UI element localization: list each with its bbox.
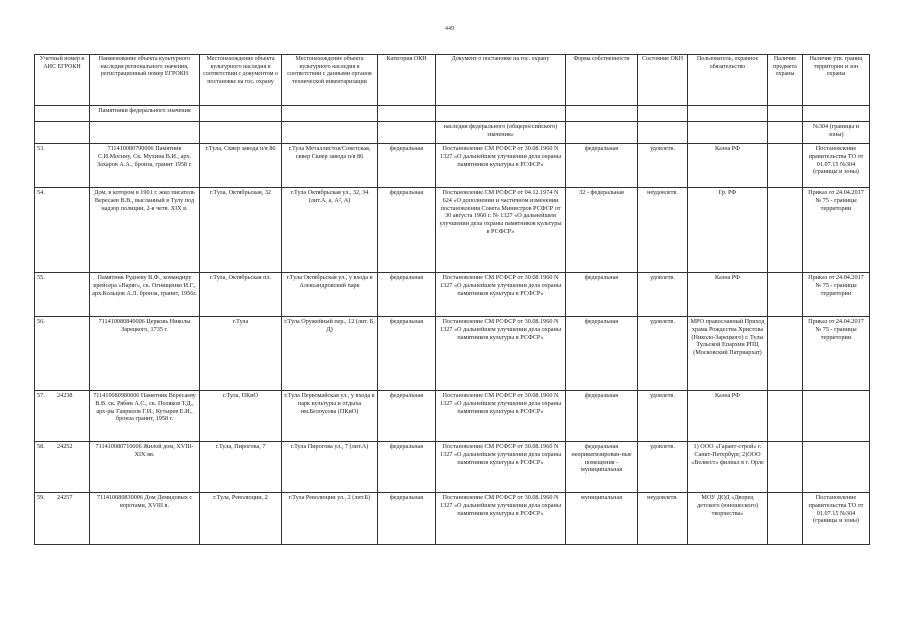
- category: федеральная: [378, 317, 436, 391]
- location-tech: г.Тула Революции ул., 2 (лит.Б): [282, 493, 378, 545]
- row-number: 55.: [37, 274, 45, 281]
- user: МОУ ДОД «Дворец детского (юношеского) творчества»: [688, 493, 768, 545]
- row-number-cell: [35, 442, 90, 493]
- category: федеральная: [378, 442, 436, 493]
- table-row: [35, 317, 870, 391]
- header-borders: Наличие утв. границ территории и зон охраны: [803, 55, 870, 106]
- ownership: федеральная: [566, 391, 638, 442]
- row-number: 57.: [37, 392, 45, 399]
- ownership: 32 - федеральная: [566, 188, 638, 273]
- row-number: 56.: [37, 318, 45, 325]
- user: Казна РФ: [688, 273, 768, 317]
- row-number: 59.: [37, 494, 45, 501]
- location-tech: г.Тула Металлистов/Советская, сквер Сквер завода п/я 86: [282, 144, 378, 188]
- state: неудовлетв.: [638, 188, 688, 273]
- header-ais-number: Учетный номер в АИС ЕГРОКН: [35, 55, 90, 106]
- row-number: 54.: [37, 189, 45, 196]
- header-location-tech: Местонахождение объекта культурного наследия в соответствии с данными органов технической инвентаризации: [282, 55, 378, 106]
- header-user: Пользователь, охранное обязательство: [688, 55, 768, 106]
- protection-doc: Постановление СМ РСФСР от 30.08.1960 N 1327 «О дальнейшем улучшении дела охраны памятников культуры в РСФСР»: [436, 273, 566, 317]
- row-number-cell: [35, 188, 90, 273]
- protection-subject: [768, 188, 803, 273]
- row-number-cell: [35, 273, 90, 317]
- protection-subject: [768, 493, 803, 545]
- object-name: 711410080980006 Памятник Вересаеву В.В. ск. Рябин А.С., ск. Поляков Т.Д., арх-ры Гаврилов Г.И., Кутырев Е.И., бронза гранит, 1958 г.: [90, 391, 200, 442]
- protection-doc: Постановление СМ РСФСР от 30.08.1960 N 1327 «О дальнейшем улучшении дела охраны памятников культуры в РСФСР»: [436, 493, 566, 545]
- ownership: федеральная: [566, 144, 638, 188]
- continuation-row: [35, 122, 870, 144]
- header-protection-subject: Наличие предмета охраны: [768, 55, 803, 106]
- location-doc: г.Тула, Пирогова, 7: [200, 442, 282, 493]
- protection-doc: Постановление СМ РСФСР от 30.08.1960 N 1327 «О дальнейшем улучшении дела охраны памятников культуры в РСФСР»: [436, 442, 566, 493]
- table-row: [35, 273, 870, 317]
- header-ownership: Форма собственности: [566, 55, 638, 106]
- table-row: [35, 188, 870, 273]
- table-row: [35, 493, 870, 545]
- location-tech: г.Тула Оружейный пер., 12 (лит. Б, Д): [282, 317, 378, 391]
- row-number: 58.: [37, 443, 45, 450]
- continuation-doc: наследия федерального (общероссийского) значения»: [436, 122, 566, 144]
- state: удовлетв.: [638, 317, 688, 391]
- borders: Постановление правительства ТО от 01.07.15 №304 (границы и зоны): [803, 493, 870, 545]
- table-row: [35, 391, 870, 442]
- section-header-label: Памятники федерального значения: [90, 106, 200, 122]
- user: Казна РФ: [688, 144, 768, 188]
- category: федеральная: [378, 273, 436, 317]
- object-name: Памятник Рудневу В.Ф., командиру крейсера «Варяг», ск. Огнищенко И.Г., арх.Кольцов А.Л. бронза, гранит, 1956г.: [90, 273, 200, 317]
- table-row: [35, 442, 870, 493]
- section-header-blank: [35, 106, 90, 122]
- state: удовлетв.: [638, 442, 688, 493]
- category: федеральная: [378, 493, 436, 545]
- protection-doc: Постановление СМ РСФСР от 30.08.1960 N 1327 «О дальнейшем улучшении дела охраны памятников культуры в РСФСР»: [436, 391, 566, 442]
- section-header-row: [35, 106, 870, 122]
- ais-number: 24238: [57, 392, 73, 399]
- protection-doc: Постановление СМ РСФСР от 30.08.1960 N 1327 «О дальнейшем улучшении дела охраны памятников культуры в РСФСР»: [436, 144, 566, 188]
- user: МРО православный Приход храма Рождества Христова (Николо-Зарецкого) г. Тулы Тульской Епархии РПЦ (Московский Патриархат): [688, 317, 768, 391]
- location-tech: г.Тула Пирогова ул., 7 (лит.А): [282, 442, 378, 493]
- object-name: 711410080840006 Церковь Николы Зарецкого, 1735 г.: [90, 317, 200, 391]
- ownership: федеральная: [566, 273, 638, 317]
- state: удовлетв.: [638, 273, 688, 317]
- page-number: 449: [445, 26, 454, 32]
- row-number-cell: [35, 144, 90, 188]
- row-number-cell: [35, 391, 90, 442]
- category: федеральная: [378, 188, 436, 273]
- object-name: Дом, в котором в 1901 г. жил писатель Вересаев В.В., высланный в Тулу под надзор полиции, 2-я четв. XIX в.: [90, 188, 200, 273]
- state: неудовлетв.: [638, 493, 688, 545]
- state: удовлетв.: [638, 144, 688, 188]
- protection-doc: Постановление СМ РСФСР от 30.08.1960 N 1327 «О дальнейшем улучшении дела охраны памятников культуры в РСФСР»: [436, 317, 566, 391]
- header-row: [35, 55, 870, 106]
- state: удовлетв.: [638, 391, 688, 442]
- location-tech: г.Тула Первомайская ул., у входа в парк культуры и отдыха им.Белоусова (ПКиО): [282, 391, 378, 442]
- location-doc: г.Тула, Октябрьская пл.: [200, 273, 282, 317]
- location-doc: г.Тула: [200, 317, 282, 391]
- category: федеральная: [378, 391, 436, 442]
- ownership: федеральная неприватизирован-ные помещения - муниципальная: [566, 442, 638, 493]
- borders: Приказ от 24.04.2017 № 75 - границы территории: [803, 273, 870, 317]
- location-doc: г.Тула, ПКиО: [200, 391, 282, 442]
- protection-doc: Постановление СМ РСФСР от 04.12.1974 N 624 «О дополнении и частичном изменении постановления Совета Министров РСФСР от 30 августа 1960 г. № 1327 «О дальнейшем улучшении дела охраны памятников культуры в РСФСР»: [436, 188, 566, 273]
- location-tech: г.Тула Октябрьская ул., у входа в Александровский парк: [282, 273, 378, 317]
- borders: Постановление правительства ТО от 01.07.15 №304 (границы и зоны): [803, 144, 870, 188]
- protection-subject: [768, 317, 803, 391]
- protection-subject: [768, 442, 803, 493]
- user: 1) ООО «Гарант-строй» г. Санкт-Петербург, 2)ООО «Велвест» филиал в г. Орле: [688, 442, 768, 493]
- header-location-doc: Местонахождение объекта культурного наследия в соответствии с документом о постановке на гос. охрану: [200, 55, 282, 106]
- category: федеральная: [378, 144, 436, 188]
- location-doc: г.Тула, Сквер завода п/я 86: [200, 144, 282, 188]
- user: Казна РФ: [688, 391, 768, 442]
- header-category: Категория ОКН: [378, 55, 436, 106]
- borders: Приказ от 24.04.2017 № 75 - границы территории: [803, 188, 870, 273]
- row-number-cell: [35, 493, 90, 545]
- location-doc: г.Тула, Октябрьская, 32: [200, 188, 282, 273]
- borders: Приказ от 24.04.2017 № 75 - границы территории: [803, 317, 870, 391]
- heritage-registry-table: [34, 54, 870, 545]
- continuation-borders: №304 (границы и зоны): [803, 122, 870, 144]
- table-row: [35, 144, 870, 188]
- location-tech: г.Тула Октябрьская ул., 32, 34 (лит.А, а, А², А): [282, 188, 378, 273]
- object-name: 711410080710006 Жилой дом, XVIII- XIX вв.: [90, 442, 200, 493]
- ais-number: 24257: [57, 494, 73, 501]
- object-name: 711410080790006 Памятник С.И.Мосину, Ск. Мухина В.И., арх. Захаров А.А., бронза, гранит 1958 г.: [90, 144, 200, 188]
- protection-subject: [768, 391, 803, 442]
- header-state: Состояние ОКН: [638, 55, 688, 106]
- header-object-name: Наименование объекта культурного наследия регионального значения, регистрационный номер ЕГРОКН: [90, 55, 200, 106]
- ownership: федеральная: [566, 317, 638, 391]
- borders: [803, 442, 870, 493]
- borders: [803, 391, 870, 442]
- row-number-cell: [35, 317, 90, 391]
- object-name: 711410080830006 Дом Демидовых с воротами, XVIII в.: [90, 493, 200, 545]
- protection-subject: [768, 144, 803, 188]
- row-number: 53.: [37, 145, 45, 152]
- ownership: муниципальная: [566, 493, 638, 545]
- location-doc: г.Тула, Революции, 2: [200, 493, 282, 545]
- protection-subject: [768, 273, 803, 317]
- header-protection-doc: Документ о постановке на гос. охрану: [436, 55, 566, 106]
- ais-number: 24252: [57, 443, 73, 450]
- user: Гр. РФ: [688, 188, 768, 273]
